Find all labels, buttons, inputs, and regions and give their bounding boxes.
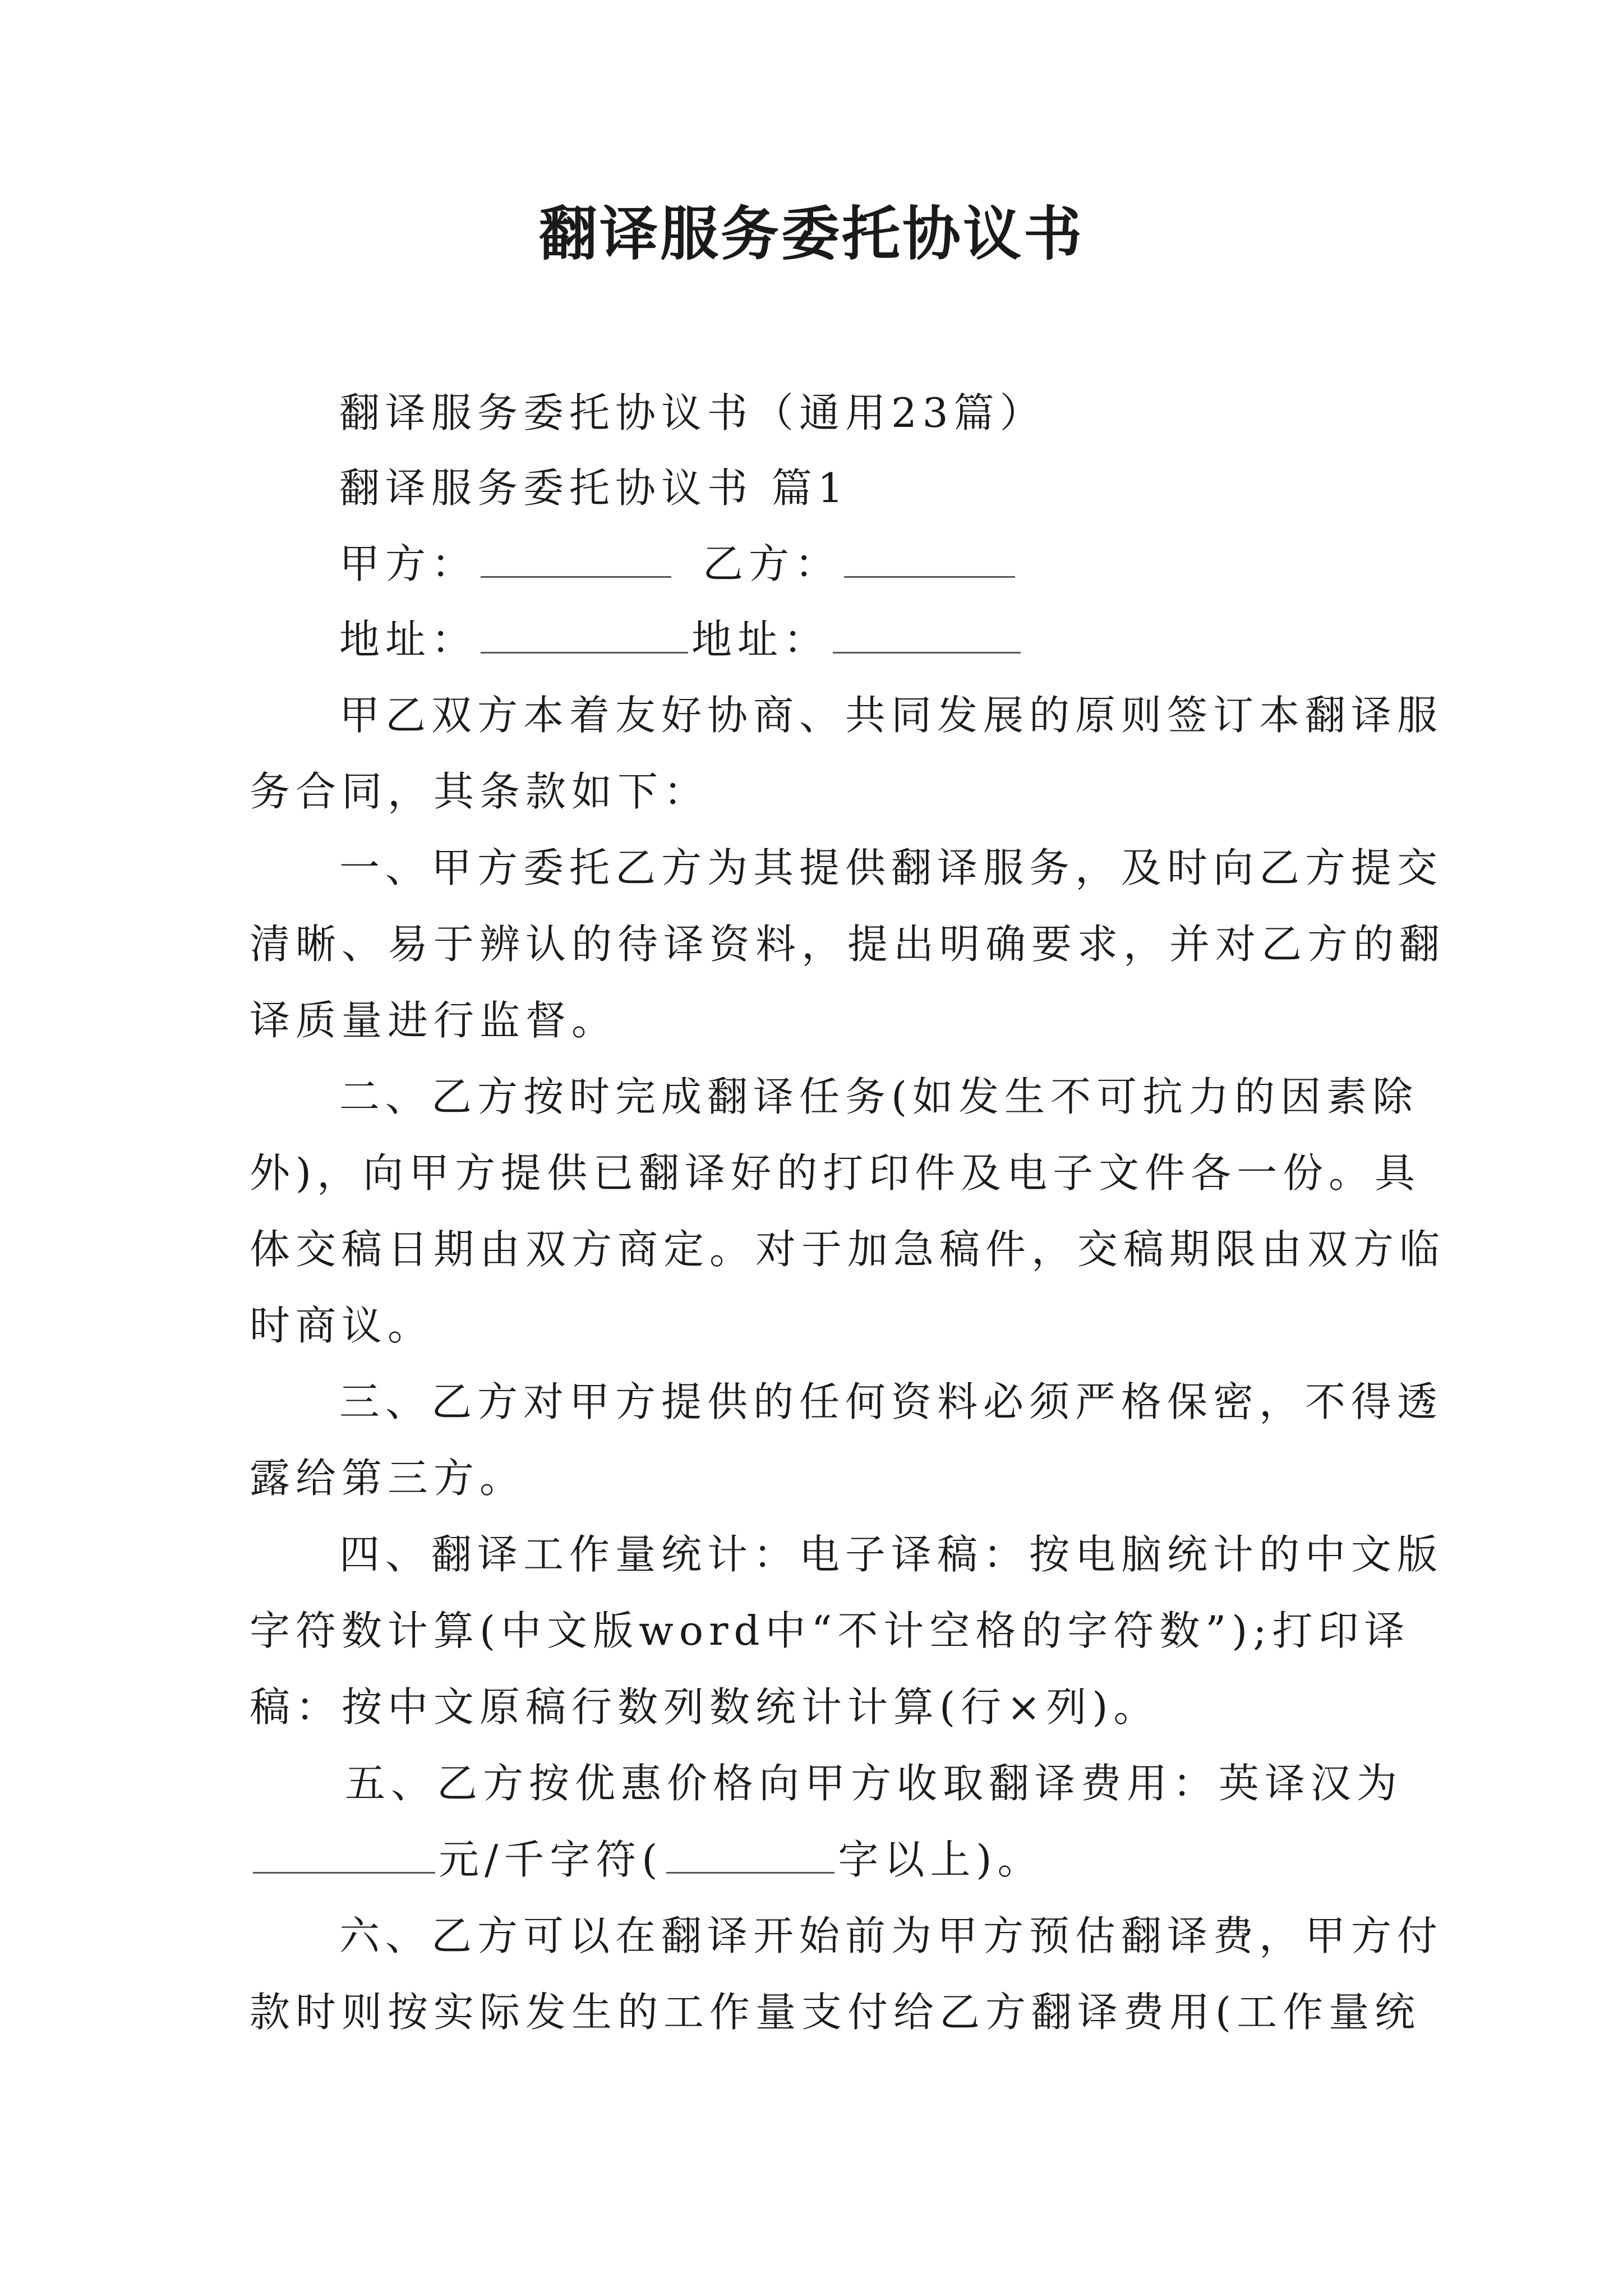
- paragraph-line: 务合同，其条款如下：: [250, 768, 710, 815]
- paragraph-line: 清晰、易于辨认的待译资料，提出明确要求，并对乙方的翻: [250, 921, 1446, 968]
- paragraph-line: 三、乙方对甲方提供的任何资料必须严格保密，不得透: [339, 1378, 1444, 1425]
- paragraph-line: 体交稿日期由双方商定。对于加急稿件，交稿期限由双方临: [250, 1226, 1446, 1273]
- paragraph-line: 款时则按实际发生的工作量支付给乙方翻译费用(工作量统: [250, 1989, 1421, 2036]
- paragraph-line: 字符数计算(中文版word中“不计空格的字符数”);打印译: [250, 1607, 1410, 1654]
- paragraph-line: 露给第三方。: [250, 1455, 526, 1502]
- party-b-blank: [844, 542, 1015, 578]
- paragraph-line: 五、乙方按优惠价格向甲方收取翻译费用：英译汉为: [345, 1760, 1403, 1807]
- address-a-label: 地址：: [339, 616, 478, 663]
- paragraph-line: 甲乙双方本着友好协商、共同发展的原则签订本翻译服: [339, 692, 1444, 739]
- fee-min-blank: [666, 1838, 834, 1874]
- party-line: [339, 526, 1483, 602]
- document-subtitle: 翻译服务委托协议书（通用23篇）: [339, 389, 1046, 436]
- paragraph-line: 时商议。: [250, 1302, 434, 1349]
- party-a-label: 甲方：: [339, 540, 478, 587]
- party-b-label: 乙方：: [703, 540, 841, 587]
- fee-rate-blank: [253, 1838, 435, 1874]
- address-a-blank: [481, 618, 688, 654]
- address-b-label: 地址：: [691, 616, 830, 663]
- address-line: [339, 601, 1483, 678]
- document-title: 翻译服务委托协议书: [538, 199, 1084, 268]
- paragraph-line: 外)，向甲方提供已翻译好的打印件及电子文件各一份。具: [250, 1149, 1421, 1197]
- party-a-blank: [481, 542, 671, 578]
- paragraph-line: 译质量进行监督。: [250, 997, 618, 1044]
- paragraph-line: 一、甲方委托乙方为其提供翻译服务，及时向乙方提交: [339, 844, 1444, 891]
- paragraph-line: 四、翻译工作量统计：电子译稿：按电脑统计的中文版: [339, 1531, 1444, 1578]
- fee-text-a: 元/千字符(: [439, 1836, 663, 1883]
- section-heading: 翻译服务委托协议书 篇1: [339, 464, 849, 512]
- paragraph-line: 稿：按中文原稿行数列数统计计算(行×列)。: [250, 1683, 1160, 1731]
- paragraph-line: 六、乙方可以在翻译开始前为甲方预估翻译费，甲方付: [339, 1912, 1444, 1959]
- fee-text-b: 字以上)。: [838, 1836, 1044, 1883]
- paragraph-line: 二、乙方按时完成翻译任务(如发生不可抗力的因素除: [339, 1073, 1419, 1120]
- fee-line: [250, 1821, 1394, 1898]
- address-b-blank: [833, 618, 1021, 654]
